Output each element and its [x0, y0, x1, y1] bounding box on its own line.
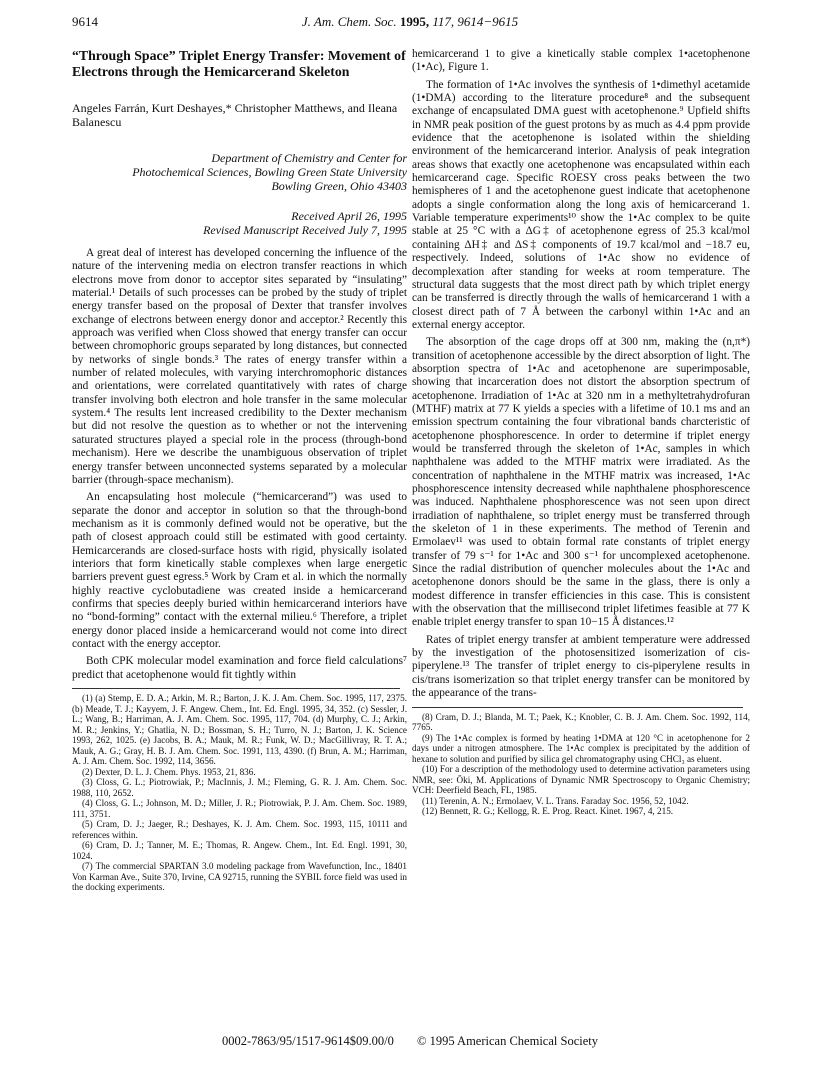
footnote: (1) (a) Stemp, E. D. A.; Arkin, M. R.; Barton, J. K. J. Am. Chem. Soc. 1995, 117, 2375. (b) Meade, T. J.; Kayyem, J. F. Angew. Chem., Int. Ed. Engl. 1995, 34, 352. (c) Sessler, J. L.; Wang, B.; Harriman, A. J. Am. Chem. Soc. 1995, 117, 704. (d) Murphy, C. J.; Arkin, M. R.; Jenkins, Y.; Ghatlia, N. D.; Bossman, S. H.; Turro, N. J.; Barton, J. K. Science 1993, 262, 1025. (e) Jacobs, B. A.; Mauk, M. R.; Funk, W. D.; MacGillivray, R. T. A.; Mauk, A. G.; Gray, H. B. J. Am. Chem. Soc. 1991, 113, 4390. (f) Brun, A. M.; Harriman, A. J. Am. Chem. Soc. 1992, 114, 3656.: [72, 693, 407, 766]
body-paragraph: hemicarcerand 1 to give a kinetically stable complex 1•acetophenone (1•Ac), Figure 1.: [412, 48, 750, 74]
footnote: (10) For a description of the methodology used to determine activation parameters using NMR, see: Ōki, M. Applications of Dynamic NMR Spectroscopy to Organic Chemistry; VCH: Deerfield Beach, FL, 1985.: [412, 764, 750, 795]
footnote: (3) Closs, G. L.; Piotrowiak, P.; MacInnis, J. M.; Fleming, G. R. J. Am. Chem. Soc. 1988, 110, 2652.: [72, 777, 407, 798]
received-date: Received April 26, 1995: [291, 209, 407, 223]
footnotes-left: [72, 693, 407, 893]
received-dates: [72, 209, 407, 237]
left-column: [72, 48, 407, 893]
footnote: (5) Cram, D. J.; Jaeger, R.; Deshayes, K. J. Am. Chem. Soc. 1993, 115, 10111 and references within.: [72, 819, 407, 840]
right-column: [412, 48, 750, 817]
copyright-notice: © 1995 American Chemical Society: [417, 1034, 598, 1048]
running-header: [72, 14, 748, 34]
affiliation: [72, 151, 407, 193]
article-title: “Through Space” Triplet Energy Transfer: Movement of Electrons through the Hemicarcerand Skeleton: [72, 48, 406, 79]
footnote: (12) Bennett, R. G.; Kellogg, R. E. Prog. React. Kinet. 1967, 4, 215.: [422, 806, 674, 816]
footnote: (6) Cram, D. J.; Tanner, M. E.; Thomas, R. Angew. Chem., Int. Ed. Engl. 1991, 30, 1024.: [72, 840, 407, 861]
footnote: (4) Closs, G. L.; Johnson, M. D.; Miller, J. R.; Piotrowiak, P. J. Am. Chem. Soc. 1989, 111, 3751.: [72, 798, 407, 819]
footnote-divider: [72, 688, 400, 689]
body-paragraph: A great deal of interest has developed concerning the influence of the nature of the intervening media on electron transfer reactions in which electrons move from donor to acceptor sites separated by “insulating” material.¹ Details of such processes can be probed by the study of triplet energy transfer based on the proposal of Dexter that transfer involves exchange of electrons between energy donor and acceptor.² Recently this approach was verified when Closs showed that energy transfer can occur between chromophoric groups separated by long distances, but connected by networks of single bonds.³ The rates of energy transfer within a number of related molecules, with varying interchromophoric distances and orientations, were correlated quantitatively with rates of charge transfer involving both electron and hole transfer in the same molecular system.⁴ The results lent increased credibility to the Dexter mechanism but did not resolve the question as to whether or not the intervening saturated structures played a special role in the process (through-bond mechanism). Here we describe the unambiguous observation of triplet energy transfer between unconnected systems separated by a molecular barrier (through-space mechanism).: [72, 247, 407, 486]
footnote: (9) The 1•Ac complex is formed by heating 1•DMA at 120 °C in acetophenone for 2 days under a nitrogen atmosphere. The 1•Ac complex is precipitated by the addition of hexane to solution and purified by silica gel chromatography using CHCl₃ as eluent.: [412, 732, 750, 764]
journal-citation: [72, 14, 748, 30]
body-paragraph: Rates of triplet energy transfer at ambient temperature were addressed by the investigation of the photosensitized isomerization of cis-piperylene.¹³ The transfer of triplet energy to cis-piperylene results in cis/trans isomerization so that triplet energy transfer can be monitored by the appearance of the trans-: [412, 633, 750, 700]
article-code: 0002-7863/95/1517-9614$09.00/0: [222, 1034, 394, 1048]
page-number: 9614: [72, 14, 98, 29]
journal-year: 1995,: [399, 14, 430, 29]
affiliation-line: Photochemical Sciences, Bowling Green State University: [132, 165, 407, 179]
body-paragraph: The absorption of the cage drops off at 300 nm, making the (n,π*) transition of acetophenone accessible by the direct absorption of light. The absorption spectra of 1•Ac and acetophenone are superimposable, showing that incarceration does not distort the absorption spectrum of acetophenone. Irradiation of 1•Ac at 320 nm in a methyltetrahydrofuran (MTHF) matrix at 77 K yields a species with a lifetime of 10.1 ms and an emission spectrum containing the four vibrational bands charcteristic of acetophenone phosphorescence. In order to determine if triplet energy would be transferred through the skeleton of 1•Ac, samples in which naphthalene was added to the MTHF matrix were irradiated. As the concentration of naphthalene in the MTHF matrix was increased, 1•Ac phosphorescence intensity decreased while naphthalene phosphorescence was induced. Naphthalene phosphorescence was not seen upon direct irradiation of naphthalene, so triplet energy must be transferred through the skeleton of 1 in these experiments. The method of Terenin and Ermolaev¹¹ was used to obtain formal rate constants of triplet energy transfer of 79 s⁻¹ for 1•Ac and 300 s⁻¹ for uncomplexed acetophenone. Since the radial distribution of quencher molecules about the 1•Ac and acetophenone donors should be the same in the glass, there is only a modest difference in transfer efficiencies in this case. This is consistent with the observation that the millisecond triplet lifetimes feasible at 77 K enable triplet energy transfer to span 10−15 Å distances.¹²: [412, 336, 750, 629]
page-footer: [72, 1034, 748, 1049]
revised-date: Revised Manuscript Received July 7, 1995: [203, 223, 407, 237]
footnote: (2) Dexter, D. L. J. Chem. Phys. 1953, 21, 836.: [82, 766, 256, 777]
footnote: (7) The commercial SPARTAN 3.0 modeling package from Wavefunction, Inc., 18401 Von Karman Ave., Suite 370, Irvine, CA 92715, running the SYBIL force field was used in the docking experiments.: [72, 861, 407, 892]
journal-name: J. Am. Chem. Soc.: [301, 14, 397, 29]
body-paragraph: Both CPK molecular model examination and force field calculations⁷ predict that acetophenone would fit tightly within: [72, 655, 407, 681]
footnote-divider: [412, 707, 743, 708]
footnote: (8) Cram, D. J.; Blanda, M. T.; Paek, K.; Knobler, C. B. J. Am. Chem. Soc. 1992, 114, 7765.: [412, 711, 750, 732]
footnote: (11) Terenin, A. N.; Ermolaev, V. L. Trans. Faraday Soc. 1956, 52, 1042.: [422, 795, 689, 806]
body-paragraph: An encapsulating host molecule (“hemicarcerand”) was used to separate the donor and acceptor in solution so that the through-bond mechanism as it is commonly defined would not be operative, but the path of closest approach could still be estimated with good certainty. Hemicarcerands are closed-surface hosts with rigid, physically isolated interiors that form kinetically stable complexes when large energetic barriers prevent guest egress.⁵ Work by Cram et al. in which the normally highly reactive cyclobutadiene was created inside a hemicarcerand confirms that species deeply buried within hemicarcerand interiors have no “bond-forming” contact with the external milieu.⁶ Therefore, a triplet energy donor placed inside a hemicarcerand would not come into direct contact with the energy acceptor.: [72, 491, 407, 650]
affiliation-line: Department of Chemistry and Center for: [211, 151, 407, 165]
affiliation-line: Bowling Green, Ohio 43403: [271, 179, 407, 193]
journal-volume-pages: 117, 9614−9615: [432, 14, 519, 29]
footnotes-right: [412, 712, 750, 817]
body-paragraph: The formation of 1•Ac involves the synthesis of 1•dimethyl acetamide (1•DMA) according to the literature procedure⁸ and the subsequent exchange of encapsulated DMA guest with acetophenone.⁹ Upfield shifts in NMR peak position of the guest protons by as much as 4.4 ppm provide evidence that the acetophenone is isolated within the shielding environment of the hemicarcerand interior. Analysis of peak integration areas shows that exactly one acetophenone was encapsulated within each hemicarcerand cage. Specific ROESY cross peaks between the two hemispheres of 1 and the acetophenone guest indicate that acetophenone adopts a single conformation along the long axis of hemicarcerand 1. Variable temperature experiments¹⁰ show the 1•Ac complex to be quite stable at 25 °C with a ΔG‡ of acetophenone egress of 25.3 kcal/mol containing ΔH‡ and ΔS‡ components of 19.7 kcal/mol and −18.7 eu, respectively. Indeed, solutions of 1•Ac show no evidence of decomplexation after standing for weeks at room temperature. The structural data suggests that the most direct path by which triplet energy can be transferred is directly through the walls of hemicarcerand 1 with a closest direct path of 7 Å between the carbonyl within 1•Ac and an external energy acceptor.: [412, 78, 750, 331]
author-list: Angeles Farrán, Kurt Deshayes,* Christopher Matthews, and Ileana Balanescu: [72, 101, 398, 129]
